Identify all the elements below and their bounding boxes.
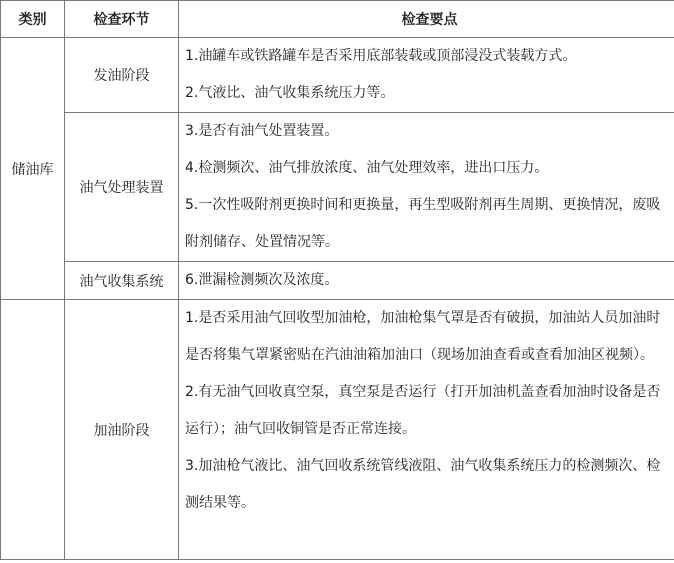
table-row: [1, 38, 674, 113]
inspection-point: 3.加油枪气液比、油气回收系统管线液阻、油气收集系统压力的检测频次、检测结果等。: [185, 458, 661, 511]
inspection-point: 3.是否有油气处置装置。: [185, 123, 339, 139]
points-cell: [179, 38, 674, 113]
points-cell: [179, 262, 674, 300]
category-cell-station: [1, 300, 65, 560]
inspection-point: 5.一次性吸附剂更换时间和更换量，再生型吸附剂再生周期、更换情况，废吸附剂储存、处置情况等。: [185, 197, 661, 250]
inspection-point: 2.有无油气回收真空泵，真空泵是否运行（打开加油机盖查看加油时设备是否运行）；油气回收铜管是否正常连接。: [185, 384, 661, 437]
inspection-point: 4.检测频次、油气排放浓度、油气处理效率，进出口压力。: [185, 160, 549, 176]
header-stage: 检查环节: [65, 1, 179, 38]
header-row: [1, 1, 674, 38]
table-row: [1, 300, 674, 560]
points-cell: [179, 300, 674, 560]
inspection-point: 2.气液比、油气收集系统压力等。: [185, 85, 395, 101]
category-cell-depot: 储油库: [1, 38, 65, 300]
header-points: 检查要点: [179, 1, 674, 38]
inspection-point: 1.油罐车或铁路罐车是否采用底部装载或顶部浸没式装载方式。: [185, 48, 577, 64]
stage-cell: 油气收集系统: [65, 262, 179, 300]
inspection-point: 1.是否采用油气回收型加油枪，加油枪集气罩是否有破损，加油站人员加油时是否将集气罩紧密贴在汽油油箱加油口（现场加油查看或查看加油区视频）。: [185, 310, 661, 363]
stage-cell: 加油阶段: [65, 300, 179, 560]
stage-cell: 油气处理装置: [65, 113, 179, 262]
header-category: 类别: [1, 1, 65, 38]
inspection-point: 6.泄漏检测频次及浓度。: [185, 272, 339, 288]
table-row: [1, 113, 674, 262]
stage-cell: 发油阶段: [65, 38, 179, 113]
table-row: [1, 262, 674, 300]
points-cell: [179, 113, 674, 262]
